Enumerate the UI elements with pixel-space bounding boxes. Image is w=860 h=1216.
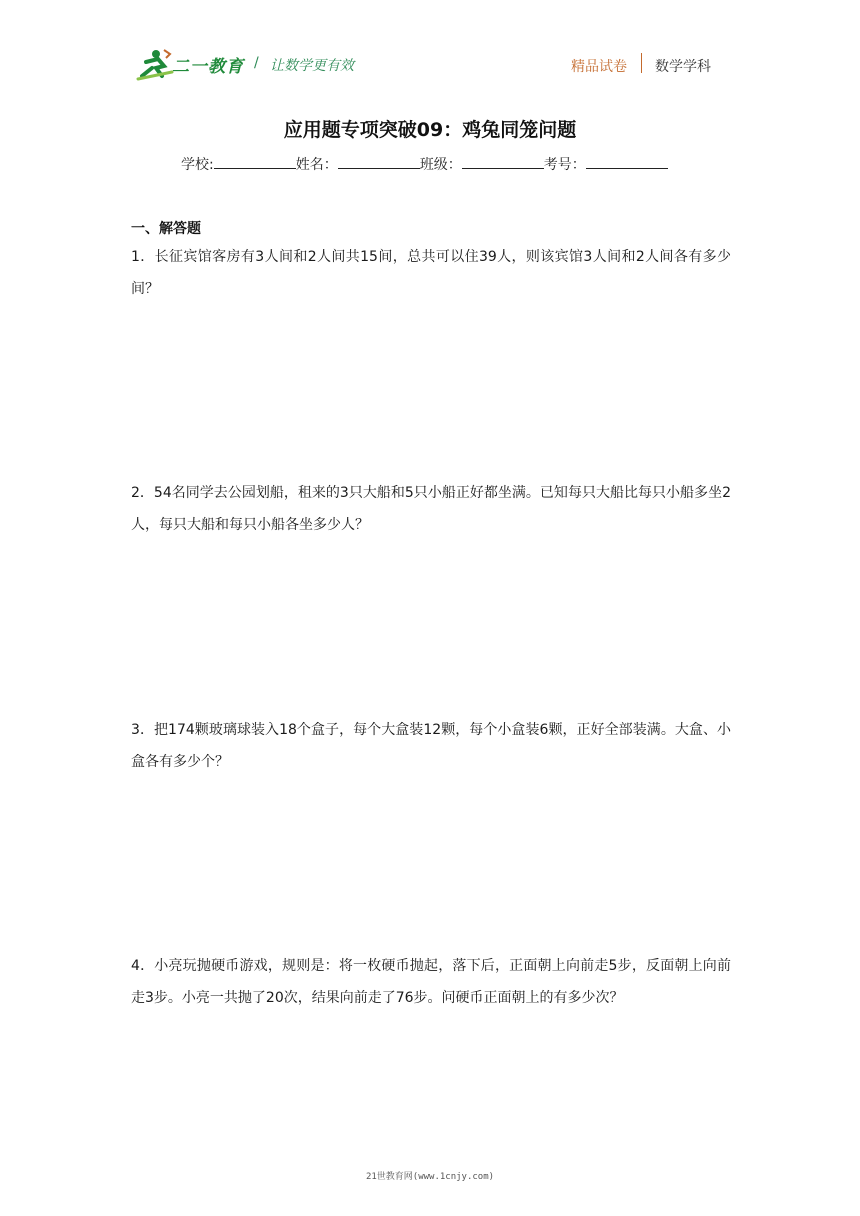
exam-number-label: 考号：	[543, 157, 586, 173]
subject-tag: 数学学科	[655, 59, 711, 75]
question-2: 2．54名同学去公园划船，租来的3只大船和5只小船正好都坐满。已知每只大船比每只小船多坐2人，每只大船和每只小船各坐多少人？	[131, 485, 731, 533]
section-heading: 一、解答题	[131, 221, 201, 237]
slogan-separator: /	[254, 55, 259, 71]
page-footer: 21世教育网(www.1cnjy.com)	[365, 1172, 495, 1182]
page-title: 应用题专项突破09：鸡兔同笼问题	[283, 119, 577, 141]
school-blank[interactable]	[214, 155, 296, 169]
question-1: 1．长征宾馆客房有3人间和2人间共15间，总共可以住39人，则该宾馆3人间和2人间各有多少间？	[131, 249, 731, 297]
page-header	[0, 0, 860, 100]
class-label: 班级：	[419, 157, 462, 173]
tag-divider	[641, 53, 642, 73]
student-info-line	[181, 154, 668, 174]
question-3: 3．把174颗玻璃球装入18个盒子，每个大盒装12颗，每个小盒装6颗，正好全部装满。大盒、小盒各有多少个？	[131, 722, 731, 770]
class-blank[interactable]	[462, 155, 544, 169]
school-label: 学校:	[181, 157, 214, 173]
exam-number-blank[interactable]	[586, 155, 668, 169]
brand-slogan: 让数学更有效	[270, 58, 354, 74]
question-4: 4．小亮玩抛硬币游戏，规则是：将一枚硬币抛起，落下后，正面朝上向前走5步，反面朝上向前走3步。小亮一共抛了20次，结果向前走了76步。问硬币正面朝上的有多少次？	[131, 958, 731, 1006]
name-label: 姓名：	[295, 157, 338, 173]
brand-name: 二一教育	[172, 57, 244, 76]
paper-type-tag: 精品试卷	[571, 59, 627, 75]
name-blank[interactable]	[338, 155, 420, 169]
